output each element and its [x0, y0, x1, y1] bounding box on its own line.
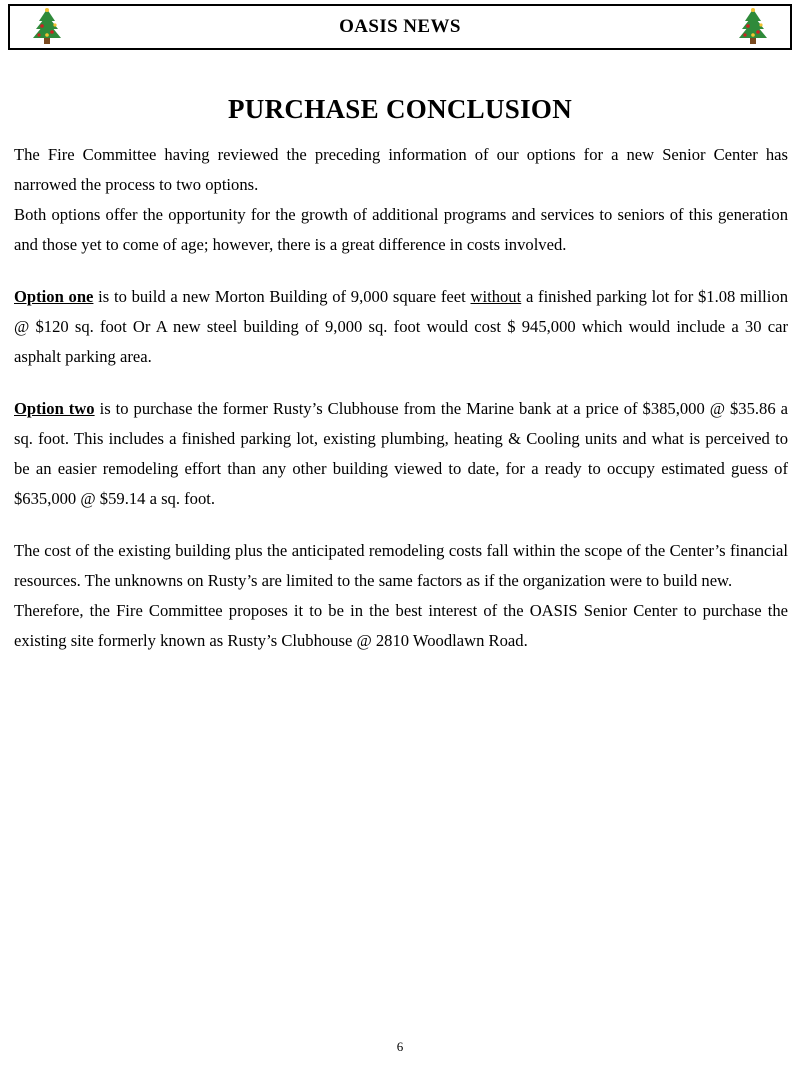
paragraph-intro-1: The Fire Committee having reviewed the preceding information of our options for a new Senior Center has narrowed the process to two options.	[14, 145, 788, 194]
paragraph-intro-2: Both options offer the opportunity for the growth of additional programs and services to seniors of this generation and those yet to come of age; however, there is a great difference in costs involved.	[14, 205, 788, 254]
header-title: OASIS NEWS	[339, 16, 461, 37]
option-two-label: Option two	[14, 399, 95, 418]
document-body	[14, 140, 788, 656]
page-number: 6	[396, 1039, 404, 1054]
header-banner	[8, 4, 792, 50]
paragraph-closing-1: The cost of the existing building plus the anticipated remodeling costs fall within the scope of the Center’s financial resources. The unknowns on Rusty’s are limited to the same factors as if the organization were to build new.	[14, 541, 788, 590]
option-one-emphasis: without	[470, 287, 522, 306]
page-title: PURCHASE CONCLUSION	[228, 94, 572, 125]
paragraph-option-one	[14, 282, 788, 372]
option-one-text-before: is to build a new Morton Building of 9,000 square feet	[93, 287, 471, 306]
paragraph-option-two	[14, 394, 788, 514]
option-one-text-after: a finished parking lot for $1.08 million @ $120 sq. foot Or A new steel building of 9,000 sq. foot would cost $ 945,000 which would include a 30 car asphalt parking area.	[14, 287, 788, 366]
christmas-tree-icon-left	[28, 7, 66, 47]
option-two-text: is to purchase the former Rusty’s Clubhouse from the Marine bank at a price of $385,000 @ $35.86 a sq. foot. This includes a finished parking lot, existing plumbing, heating & Cooling units and what is perceived to be an easier remodeling effort than any other building viewed to date, for a ready to occupy estimated guess of $635,000 @ $59.14 a sq. foot.	[14, 399, 788, 508]
christmas-tree-icon-right	[734, 7, 772, 47]
option-one-label: Option one	[14, 287, 94, 306]
paragraph-closing-2: Therefore, the Fire Committee proposes it to be in the best interest of the OASIS Senior Center to purchase the existing site formerly known as Rusty’s Clubhouse @ 2810 Woodlawn Road.	[14, 601, 788, 650]
